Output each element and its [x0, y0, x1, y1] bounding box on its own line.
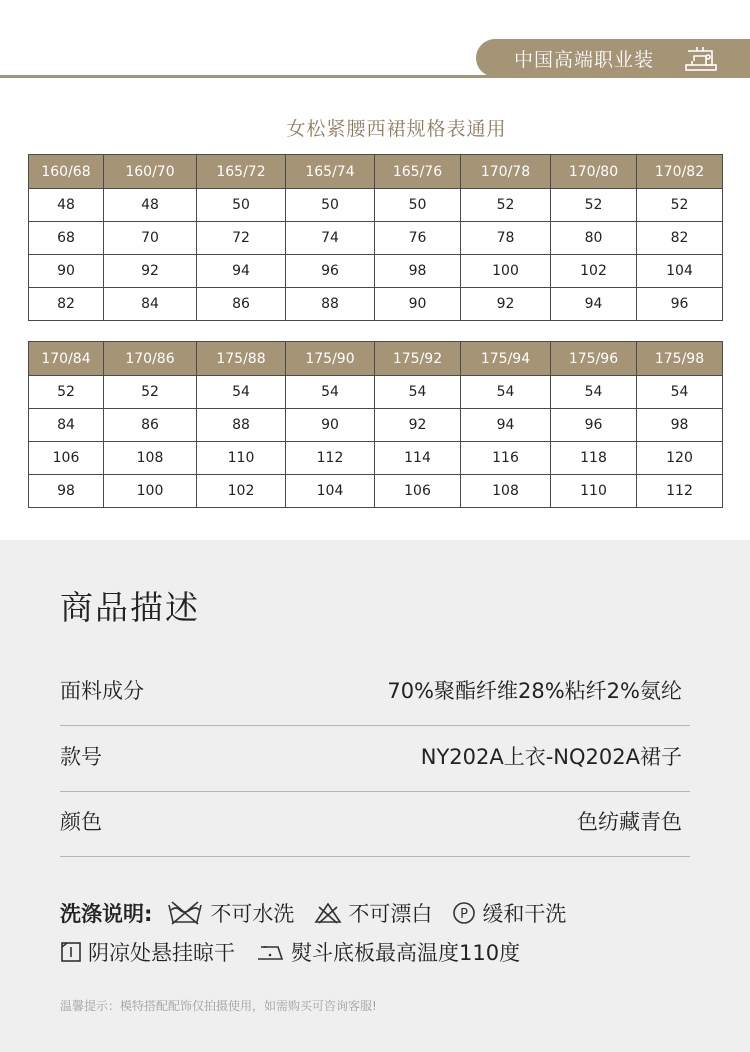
- table-cell: 110: [551, 475, 637, 508]
- table-cell: 88: [286, 288, 375, 321]
- color-value: 色纺藏青色: [577, 810, 682, 834]
- table-cell: 90: [375, 288, 461, 321]
- care-text: 阴凉处悬挂晾干: [88, 941, 235, 965]
- banner-rule: [0, 75, 750, 78]
- table-cell: 88: [197, 409, 286, 442]
- table-cell: 90: [286, 409, 375, 442]
- description-title: 商品描述: [60, 588, 200, 627]
- table-row: [29, 288, 723, 321]
- svg-text:P: P: [460, 907, 469, 922]
- table-cell: 92: [461, 288, 551, 321]
- fabric-value: 70%聚酯纤维28%粘纤2%氨纶: [387, 679, 682, 703]
- description-section: [0, 540, 750, 1052]
- header-cell: 175/90: [286, 342, 375, 376]
- table-header-row: [29, 342, 723, 376]
- header-cell: 170/86: [104, 342, 197, 376]
- table-cell: 108: [461, 475, 551, 508]
- table-cell: 50: [197, 189, 286, 222]
- table-cell: 68: [29, 222, 104, 255]
- table-cell: 52: [551, 189, 637, 222]
- fabric-row: [60, 660, 690, 726]
- table-cell: 50: [375, 189, 461, 222]
- table-cell: 48: [29, 189, 104, 222]
- table-cell: 102: [197, 475, 286, 508]
- table-cell: 94: [461, 409, 551, 442]
- table-header-row: [29, 155, 723, 189]
- table-cell: 70: [104, 222, 197, 255]
- table-cell: 110: [197, 442, 286, 475]
- table-row: [29, 255, 723, 288]
- table-cell: 98: [29, 475, 104, 508]
- size-table-block-1: [28, 154, 723, 321]
- table-cell: 52: [29, 376, 104, 409]
- fabric-label: 面料成分: [60, 679, 144, 703]
- care-instructions-line-2: [60, 937, 540, 967]
- header-cell: 165/76: [375, 155, 461, 189]
- table-cell: 84: [29, 409, 104, 442]
- table-row: [29, 189, 723, 222]
- table-cell: 104: [637, 255, 723, 288]
- table-cell: 100: [461, 255, 551, 288]
- header-cell: 175/96: [551, 342, 637, 376]
- header-cell: 175/94: [461, 342, 551, 376]
- table-cell: 102: [551, 255, 637, 288]
- color-label: 颜色: [60, 810, 102, 834]
- table-cell: 52: [461, 189, 551, 222]
- table-cell: 118: [551, 442, 637, 475]
- table-cell: 82: [29, 288, 104, 321]
- table-cell: 108: [104, 442, 197, 475]
- table-cell: 112: [286, 442, 375, 475]
- table-cell: 80: [551, 222, 637, 255]
- table-cell: 104: [286, 475, 375, 508]
- table-cell: 78: [461, 222, 551, 255]
- table-cell: 76: [375, 222, 461, 255]
- table-cell: 54: [375, 376, 461, 409]
- style-number-row: [60, 726, 690, 792]
- table-cell: 54: [551, 376, 637, 409]
- table-cell: 100: [104, 475, 197, 508]
- brand-banner: [476, 39, 750, 77]
- table-cell: 86: [104, 409, 197, 442]
- color-row: [60, 791, 690, 857]
- table-cell: 120: [637, 442, 723, 475]
- header-cell: 170/84: [29, 342, 104, 376]
- table-cell: 52: [637, 189, 723, 222]
- banner-title: 中国高端职业装: [514, 48, 655, 71]
- table-cell: 106: [375, 475, 461, 508]
- table-row: [29, 376, 723, 409]
- care-label: 洗涤说明:: [60, 902, 153, 926]
- table-cell: 82: [637, 222, 723, 255]
- size-table-block-2: [28, 341, 723, 508]
- line-dry-shade-icon: [60, 941, 82, 963]
- header-cell: 170/80: [551, 155, 637, 189]
- header-cell: 175/88: [197, 342, 286, 376]
- table-cell: 54: [286, 376, 375, 409]
- table-cell: 96: [551, 409, 637, 442]
- no-bleach-icon: [314, 901, 342, 925]
- header-cell: 170/82: [637, 155, 723, 189]
- table-cell: 72: [197, 222, 286, 255]
- table-cell: 90: [29, 255, 104, 288]
- table-cell: 54: [461, 376, 551, 409]
- table-cell: 116: [461, 442, 551, 475]
- no-wash-icon: [166, 900, 204, 926]
- table-cell: 54: [197, 376, 286, 409]
- table-cell: 86: [197, 288, 286, 321]
- style-number-value: NY202A上衣-NQ202A裙子: [420, 745, 682, 769]
- header-cell: 170/78: [461, 155, 551, 189]
- table-cell: 52: [104, 376, 197, 409]
- table-row: [29, 409, 723, 442]
- header-cell: 160/70: [104, 155, 197, 189]
- dry-clean-p-icon: [452, 901, 476, 925]
- table-cell: 96: [637, 288, 723, 321]
- style-number-label: 款号: [60, 745, 102, 769]
- care-text: 不可水洗: [210, 902, 295, 926]
- table-cell: 114: [375, 442, 461, 475]
- table-cell: 94: [197, 255, 286, 288]
- header-cell: 175/98: [637, 342, 723, 376]
- table-cell: 50: [286, 189, 375, 222]
- header-cell: 175/92: [375, 342, 461, 376]
- table-row: [29, 475, 723, 508]
- table-cell: 96: [286, 255, 375, 288]
- table-cell: 48: [104, 189, 197, 222]
- size-table-title: 女松紧腰西裙规格表通用: [286, 118, 507, 140]
- iron-icon: [255, 941, 285, 963]
- sewing-machine-icon: [684, 43, 718, 77]
- table-cell: 98: [637, 409, 723, 442]
- care-text: 熨斗底板最高温度110度: [291, 941, 521, 965]
- table-row: [29, 222, 723, 255]
- model-accessory-note: 温馨提示：模特搭配配饰仅拍摄使用，如需购买可咨询客服!: [60, 999, 377, 1013]
- table-cell: 98: [375, 255, 461, 288]
- table-row: [29, 442, 723, 475]
- table-cell: 74: [286, 222, 375, 255]
- table-cell: 84: [104, 288, 197, 321]
- table-cell: 92: [104, 255, 197, 288]
- header-cell: 165/72: [197, 155, 286, 189]
- header-cell: 160/68: [29, 155, 104, 189]
- table-cell: 106: [29, 442, 104, 475]
- care-instructions-line-1: [60, 898, 586, 928]
- care-text: 不可漂白: [348, 902, 433, 926]
- table-cell: 94: [551, 288, 637, 321]
- table-cell: 54: [637, 376, 723, 409]
- table-cell: 112: [637, 475, 723, 508]
- care-text: 缓和干洗: [482, 902, 567, 926]
- table-cell: 92: [375, 409, 461, 442]
- header-cell: 165/74: [286, 155, 375, 189]
